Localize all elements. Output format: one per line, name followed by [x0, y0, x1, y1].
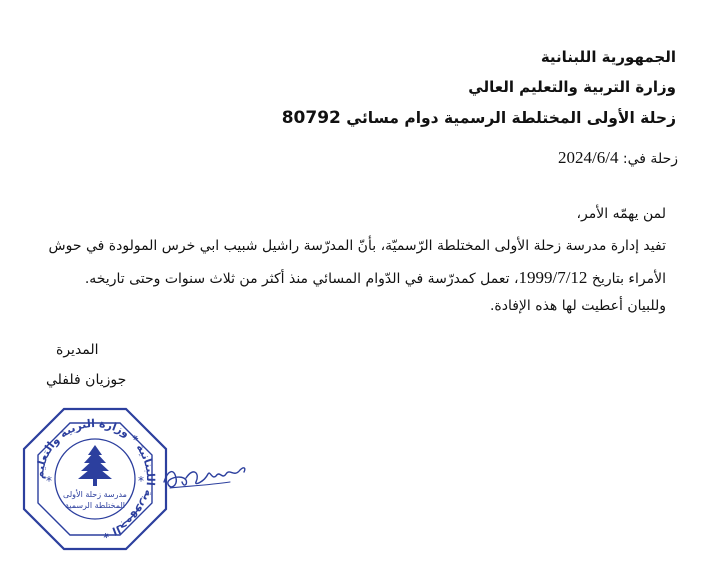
stamp-star-right: * — [138, 474, 144, 488]
official-stamp — [20, 405, 170, 553]
header-school-name: زحلة الأولى المختلطة الرسمية دوام مسائي — [346, 109, 676, 127]
body-line-2 — [85, 268, 666, 288]
stamp-star-left: * — [46, 474, 52, 488]
header-school — [282, 108, 676, 128]
cedar-icon — [78, 445, 112, 486]
signoff-name: جوزيان فلفلي — [46, 372, 127, 388]
date-label: زحلة في: — [622, 151, 678, 167]
handwritten-signature — [160, 452, 250, 497]
stamp-center-line-2: المختلطة الرسمية — [64, 501, 126, 510]
body-line-3: وللبيان أعطيت لها هذه الإفادة. — [489, 298, 666, 314]
stamp-ring-textpath: الجمهورية اللبنانية * وزارة التربية والتعليم * — [32, 416, 158, 541]
body-line-2-post: ، تعمل كمدرّسة في الدّوام المسائي منذ أكثر من ثلاث سنوات وحتى تاريخه. — [84, 271, 519, 287]
date-value: 2024/6/4 — [558, 148, 619, 167]
body-line-1: تفيد إدارة مدرسة زحلة الأولى المختلطة الرّسميّة، بأنّ المدرّسة راشيل شبيب ابي خرس المولودة في حوش — [48, 238, 666, 254]
salutation: لمن يهمّه الأمر، — [576, 206, 666, 222]
header-school-number: 80792 — [281, 108, 341, 128]
header-ministry: وزارة التربية والتعليم العالي — [468, 78, 676, 96]
body-line-2-pre: الأمراء بتاريخ — [591, 271, 666, 287]
header-republic: الجمهورية اللبنانية — [540, 48, 676, 66]
birth-date: 1999/7/12 — [518, 268, 588, 287]
signoff-title: المديرة — [56, 342, 99, 358]
stamp-center-line-1: مدرسة زحلة الأولى — [63, 490, 127, 499]
date-line — [558, 148, 678, 168]
